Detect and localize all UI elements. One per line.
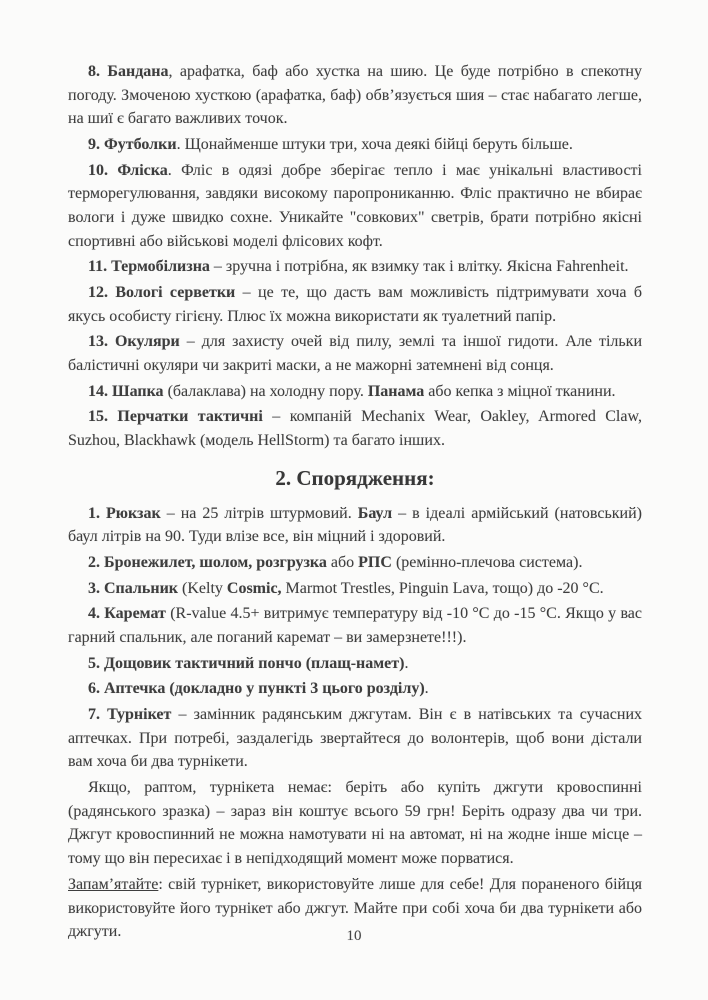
- document-content: [68, 60, 642, 944]
- text-segment: . Фліс в одязі добре зберігає тепло і має унікальні властивості терморегулювання, завдяки високому паропрониканню. Фліс практично не вбирає вологи і дуже швидко сохне. Уникайте "совкових" светрів, брати потрібно якісні спортивні або військові моделі флісових кофт.: [68, 161, 642, 250]
- text-segment: 8. Бандана: [88, 63, 169, 80]
- paragraph: [68, 405, 642, 452]
- paragraph: [68, 255, 642, 279]
- paragraph: [68, 133, 642, 157]
- text-segment: 4. Каремат: [88, 605, 166, 623]
- text-segment: 1. Рюкзак: [88, 504, 161, 522]
- text-segment: Marmot Trestles, Pinguin Lava, тощо) до -20 °C.: [281, 579, 604, 597]
- text-segment: Cosmic,: [226, 579, 282, 597]
- text-segment: 14. Шапка: [88, 382, 164, 400]
- text-segment: – на 25 літрів штурмовий.: [160, 504, 358, 522]
- text-segment: 2. Бронежилет, шолом, розгрузка: [88, 554, 327, 572]
- text-segment: – замінник радянським джгутам. Він є в натівських та сучасних аптечках. При потребі, заздалегідь звертайтеся до волонтерів, щоб вони дістали вам хоча би два турнікети.: [68, 706, 643, 771]
- paragraph: [68, 677, 642, 701]
- text-segment: : свій турнікет, використовуйте лише для себе! Для пораненого бійця використовуйте його турнікет або джгут. Майте при собі хоча би два турнікети або джгути.: [68, 875, 642, 941]
- text-segment: – компаній Mechanix Wear, Oakley, Armored Claw, Suzhou, Blackhawk (модель HellStorm) та багато інших.: [68, 408, 642, 450]
- text-segment: або кепка з міцної тканини.: [424, 382, 616, 400]
- text-segment: 13. Окуляри: [88, 333, 180, 351]
- page-number: 10: [346, 928, 362, 944]
- text-segment: РПС: [358, 554, 392, 572]
- paragraph: [68, 776, 642, 871]
- text-segment: (ремінно-плечова система).: [391, 554, 583, 572]
- text-segment: . Щонайменше штуки три, хоча деякі бійці беруть більше.: [176, 136, 573, 154]
- text-segment: – для захисту очей від пилу, землі та іншої гидоти. Але тільки балістичні окуляри чи закриті маски, а не мажорні затемнені від сонця.: [68, 333, 643, 375]
- paragraph: [68, 551, 642, 575]
- paragraph: [68, 380, 642, 404]
- paragraph: [68, 703, 642, 774]
- paragraph: [68, 577, 642, 601]
- text-segment: Запам’ятайте: [68, 875, 159, 893]
- text-segment: .: [404, 654, 409, 672]
- text-segment: .: [424, 680, 429, 698]
- text-segment: або: [326, 554, 359, 572]
- text-segment: 3. Спальник: [88, 579, 179, 597]
- paragraph: [68, 159, 642, 254]
- text-segment: 12. Вологі серветки: [88, 284, 236, 302]
- text-segment: 9. Футболки: [88, 136, 177, 154]
- text-segment: (балаклава) на холодну пору.: [163, 382, 368, 400]
- section-heading: 2. Спорядження:: [275, 465, 435, 490]
- text-segment: – зручна і потрібна, як взимку так і влітку. Якісна Fahrenheit.: [209, 258, 629, 276]
- text-segment: – це те, що дасть вам можливість підтримувати хоча б якусь особисту гігієну. Плюс їх можна використати як туалетний папір.: [68, 284, 643, 325]
- text-segment: 5. Дощовик тактичний пончо (плащ-намет): [88, 654, 405, 672]
- text-segment: Баул: [357, 504, 393, 522]
- text-segment: (Kelty: [178, 579, 227, 597]
- paragraph: [68, 330, 642, 377]
- text-segment: 6. Аптечка (докладно у пункті 3 цього розділу): [88, 680, 425, 698]
- text-segment: – в ідеалі армійський (натовський) баул літрів на 90. Туди влізе все, він міцний і здоровий.: [68, 504, 643, 546]
- paragraph: [68, 652, 642, 676]
- text-segment: 15. Перчатки тактичні: [88, 408, 263, 426]
- paragraph: [68, 502, 642, 549]
- paragraph: [68, 60, 642, 131]
- text-segment: Якщо, раптом, турнікета немає: беріть або купіть джгути кровоспинні (радянського зразка) – зараз він коштує всього 59 грн! Беріть одразу два чи три. Джгут кровоспинний не можна намотувати ні на автомат, ні на жодне інше місце – тому що він пересихає і в непідходящий момент може порватися.: [68, 779, 642, 868]
- text-segment: 7. Турнікет: [88, 706, 172, 724]
- text-segment: 11. Термобілизна: [88, 258, 210, 276]
- text-segment: Панама: [367, 382, 425, 400]
- text-segment: , арафатка, баф або хустка на шию. Це буде потрібно в спекотну погоду. Змоченою хусткою (арафатка, баф) обв’язується шия – стає набагато легше, на шиї є багато важливих точок.: [68, 63, 642, 128]
- text-segment: 10. Фліска: [88, 161, 168, 179]
- paragraph: [68, 281, 642, 328]
- text-segment: (R-value 4.5+ витримує температуру від -10 °C до -15 °C. Якщо у вас гарний спальник, але поганий каремат – ви замерзнете!!!).: [68, 605, 643, 647]
- paragraph: [68, 602, 642, 649]
